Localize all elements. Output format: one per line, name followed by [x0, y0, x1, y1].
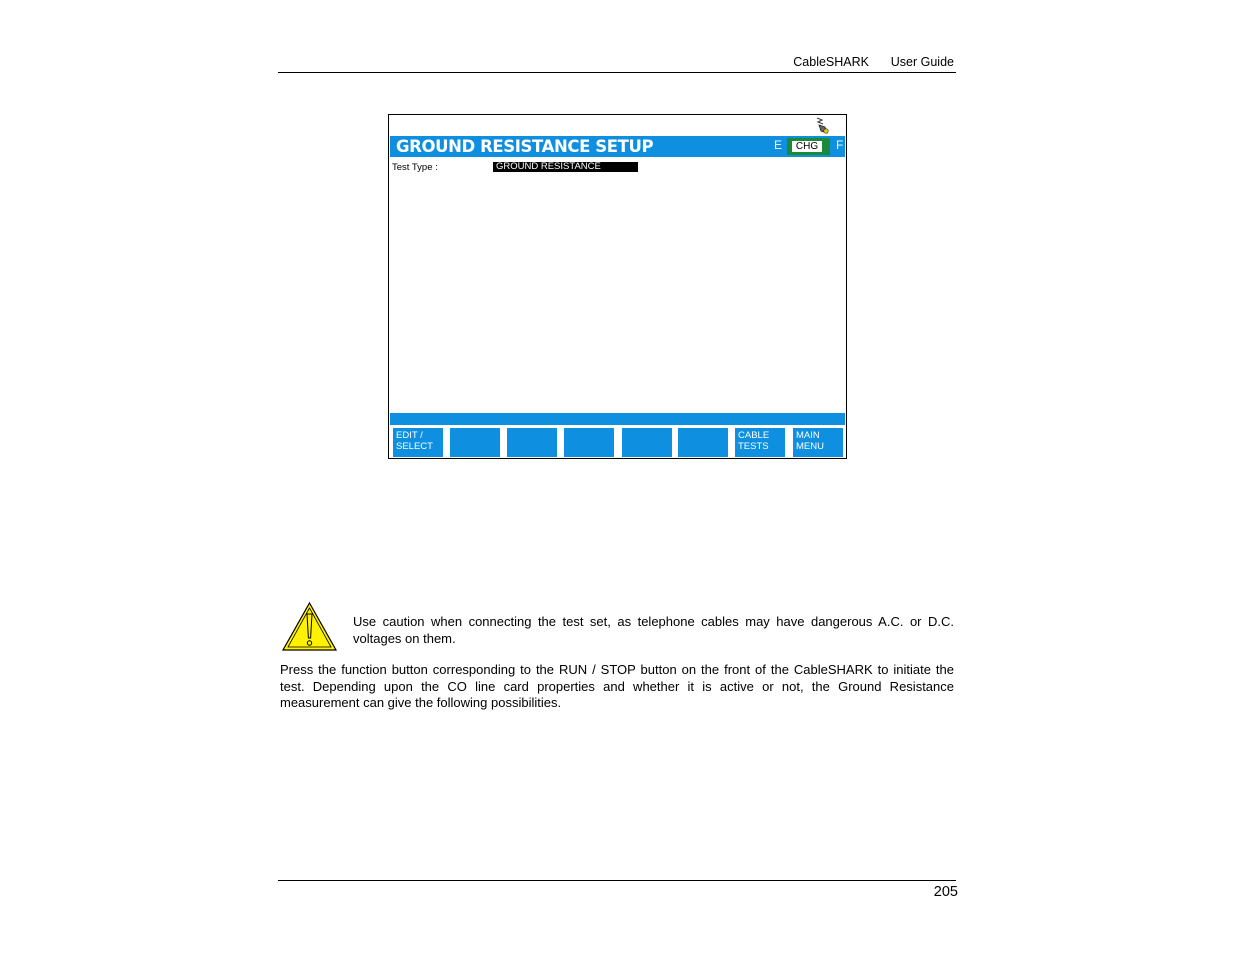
fkey-line2: TESTS — [738, 441, 769, 452]
header-product: CableSHARK — [793, 55, 869, 69]
fkey-5[interactable] — [622, 428, 672, 457]
battery-charge-status: CHG — [792, 141, 822, 152]
screen-title-bar — [390, 136, 845, 157]
footer-rule — [278, 880, 956, 881]
fkey-main-menu[interactable] — [793, 428, 843, 457]
fkey-2[interactable] — [450, 428, 500, 457]
fkey-line2: SELECT — [396, 441, 433, 452]
battery-indicator — [787, 138, 830, 155]
caution-icon — [281, 600, 338, 652]
body-paragraph: Press the function button corresponding to the RUN / STOP button on the front of the CableSHARK to initiate the test. Depending upon the CO line card properties and whether it is active or not, the Ground Resistance measurement can give the following possibilities. — [280, 662, 954, 710]
fkey-edit-select[interactable] — [393, 428, 443, 457]
fkey-line1: CABLE — [738, 430, 770, 441]
battery-full-label: F — [836, 138, 844, 152]
caution-text: Use caution when connecting the test set, as telephone cables may have dangerous A.C. or D.C. voltages on them. — [353, 614, 954, 646]
screen-title: GROUND RESISTANCE SETUP — [396, 137, 654, 156]
fkey-line1: MAIN — [796, 430, 820, 441]
fkey-line2: MENU — [796, 441, 824, 452]
fkey-cable-tests[interactable] — [735, 428, 785, 457]
page-number: 205 — [933, 884, 958, 900]
battery-empty-label: E — [774, 138, 783, 152]
header-guide: User Guide — [890, 55, 954, 69]
test-type-field[interactable]: GROUND RESISTANCE — [493, 162, 638, 172]
fkey-4[interactable] — [564, 428, 614, 457]
fkey-6[interactable] — [678, 428, 728, 457]
test-type-label: Test Type : — [392, 162, 438, 173]
fkey-3[interactable] — [507, 428, 557, 457]
device-screen — [388, 114, 847, 459]
test-probe-icon — [814, 117, 830, 135]
fkey-line1: EDIT / — [396, 430, 423, 441]
status-bar — [390, 413, 845, 425]
page-header — [278, 55, 956, 73]
